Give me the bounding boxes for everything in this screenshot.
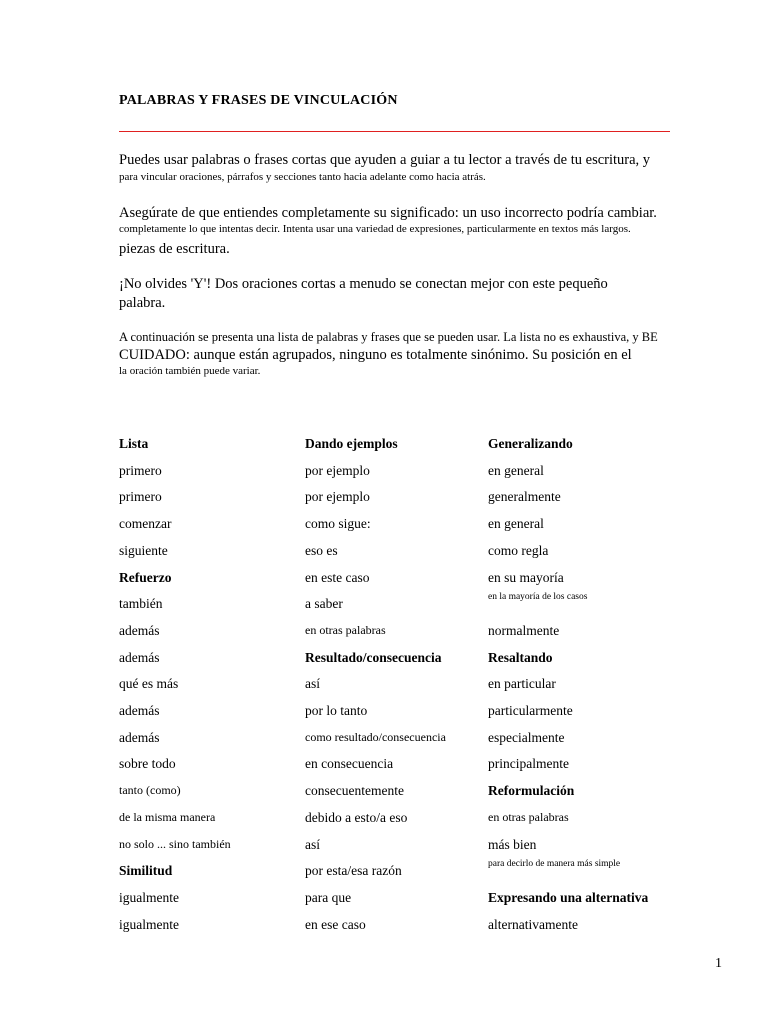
col-generalising-cell-17: Expresando una alternativa [488, 890, 649, 905]
col-listing-cell-5: Refuerzo [119, 570, 172, 585]
col-listing-cell-14: de la misma manera [119, 810, 216, 824]
col-examples-cell-11: como resultado/consecuencia [305, 730, 446, 744]
paragraph-3-line-1: ¡No olvides 'Y'! Dos oraciones cortas a menudo se conectan mejor con este pequeño [119, 276, 608, 292]
col-listing-cell-15: no solo ... sino también [119, 837, 231, 851]
col-listing-cell-6: también [119, 596, 163, 611]
col-listing-cell-12: sobre todo [119, 756, 176, 771]
col-listing-cell-1: primero [119, 463, 162, 478]
paragraph-2-line-2: completamente lo que intentas decir. Intenta usar una variedad de expresiones, particularmente en textos más largos. [119, 223, 631, 235]
col-generalising-cell-4: como regla [488, 543, 549, 558]
page-title: PALABRAS Y FRASES DE VINCULACIÓN [119, 93, 398, 108]
col-examples-cell-3: como sigue: [305, 516, 371, 531]
paragraph-3-line-2: palabra. [119, 295, 166, 311]
col-listing-cell-9: qué es más [119, 676, 179, 691]
col-generalising-cell-18: alternativamente [488, 917, 578, 932]
paragraph-1-line-1: Puedes usar palabras o frases cortas que ayuden a guiar a tu lector a través de tu escritura, y [119, 152, 651, 168]
col-examples-cell-13: consecuentemente [305, 783, 404, 798]
col-generalising-cell-12: principalmente [488, 756, 569, 771]
paragraph-1-line-2: para vincular oraciones, párrafos y secciones tanto hacia adelante como hacia atrás. [119, 171, 486, 183]
paragraph-4-line-3: la oración también puede variar. [119, 365, 261, 377]
col-examples-cell-0: Dando ejemplos [305, 436, 398, 451]
paragraph-2-line-1: Asegúrate de que entiendes completamente su significado: un uso incorrecto podría cambiar. [119, 205, 657, 221]
col-generalising-cell-5: en su mayoría [488, 570, 564, 585]
col-examples-cell-15: así [305, 837, 320, 852]
col-examples-cell-2: por ejemplo [305, 489, 370, 504]
col-generalising-cell-10: particularmente [488, 703, 573, 718]
paragraph-2-line-3: piezas de escritura. [119, 241, 230, 257]
col-examples-cell-16: por esta/esa razón [305, 863, 402, 878]
col-listing-cell-8: además [119, 650, 160, 665]
col-generalising-cell-16: para decirlo de manera más simple [488, 859, 621, 869]
col-examples-cell-10: por lo tanto [305, 703, 368, 718]
col-generalising-cell-15: más bien [488, 837, 537, 852]
col-listing-cell-4: siguiente [119, 543, 168, 558]
col-examples-cell-12: en consecuencia [305, 756, 394, 771]
col-generalising-cell-14: en otras palabras [488, 810, 569, 824]
col-examples-cell-17: para que [305, 890, 352, 905]
col-examples-cell-18: en ese caso [305, 917, 366, 932]
col-examples-cell-8: Resultado/consecuencia [305, 650, 442, 665]
page-number: 1 [715, 956, 722, 971]
col-listing-cell-11: además [119, 730, 160, 745]
col-listing-cell-18: igualmente [119, 917, 179, 932]
col-examples-cell-5: en este caso [305, 570, 370, 585]
col-listing-cell-2: primero [119, 489, 162, 504]
col-listing-cell-13: tanto (como) [119, 783, 181, 797]
col-listing-cell-7: además [119, 623, 160, 638]
col-listing-cell-17: igualmente [119, 890, 179, 905]
paragraph-4-line-2: CUIDADO: aunque están agrupados, ninguno es totalmente sinónimo. Su posición en el [119, 347, 632, 363]
col-examples-cell-9: así [305, 676, 320, 691]
col-examples-cell-14: debido a esto/a eso [305, 810, 408, 825]
col-listing-cell-3: comenzar [119, 516, 172, 531]
col-listing-cell-16: Similitud [119, 863, 173, 878]
col-generalising-cell-13: Reformulación [488, 783, 575, 798]
col-generalising-cell-3: en general [488, 516, 544, 531]
paragraph-4-line-1: A continuación se presenta una lista de palabras y frases que se pueden usar. La lista no es exhaustiva, y BE [119, 330, 658, 344]
col-examples-cell-6: a saber [305, 596, 343, 611]
col-generalising-cell-9: en particular [488, 676, 556, 691]
col-generalising-cell-6: en la mayoría de los casos [488, 592, 588, 602]
col-generalising-cell-8: Resaltando [488, 650, 553, 665]
col-generalising-cell-2: generalmente [488, 489, 561, 504]
col-generalising-cell-0: Generalizando [488, 436, 573, 451]
col-examples-cell-1: por ejemplo [305, 463, 370, 478]
col-generalising-cell-11: especialmente [488, 730, 565, 745]
col-generalising-cell-1: en general [488, 463, 544, 478]
col-listing-cell-10: además [119, 703, 160, 718]
col-listing-cell-0: Lista [119, 436, 149, 451]
col-generalising-cell-7: normalmente [488, 623, 560, 638]
col-examples-cell-7: en otras palabras [305, 623, 386, 637]
title-divider [119, 131, 670, 132]
col-examples-cell-4: eso es [305, 543, 338, 558]
